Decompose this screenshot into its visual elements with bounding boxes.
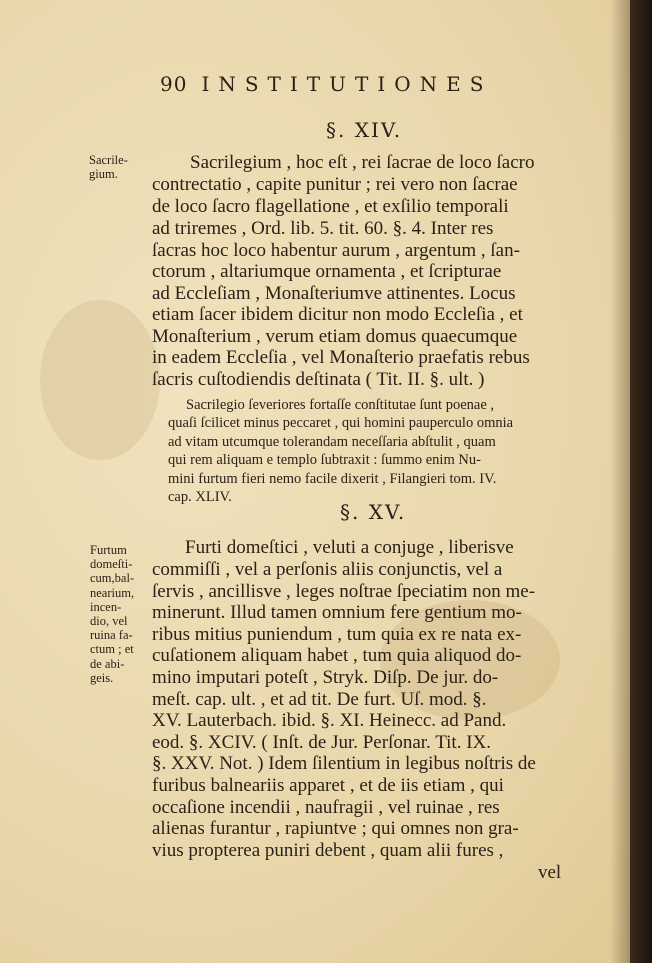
page-number: 90 bbox=[160, 72, 188, 96]
text-line: Sacrilegium , hoc eſt , rei ſacrae de loco ſacro bbox=[190, 152, 535, 173]
margin-note-line: dio, vel bbox=[90, 614, 128, 629]
note-line: quaſi ſcilicet minus peccaret , qui homini pauperculo omnia bbox=[168, 415, 514, 431]
text-line: ad Eccleſiam , Monaſteriumve attinentes. Locus bbox=[152, 283, 516, 304]
text-line: de loco ſacro flagellatione , et exſilio temporali bbox=[152, 196, 509, 217]
text-line: ad triremes , Ord. lib. 5. tit. 60. §. 4. Inter res bbox=[152, 218, 494, 239]
note-line: cap. XLIV. bbox=[168, 489, 232, 505]
text-line: in eadem Eccleſia , vel Monaſterio praefatis rebus bbox=[152, 347, 530, 368]
margin-note-sacrilegium bbox=[89, 153, 128, 181]
text-line: occaſione incendii , naufragii , vel ruinae , res bbox=[152, 797, 500, 818]
section-heading-xv: §. XV. bbox=[340, 500, 407, 524]
text-line: XV. Lauterbach. ibid. §. XI. Heinecc. ad Pand. bbox=[152, 710, 507, 731]
page-gutter-shadow bbox=[610, 0, 630, 963]
margin-note-line: ruina fa- bbox=[90, 628, 133, 643]
margin-note-line: geis. bbox=[90, 670, 114, 685]
running-header bbox=[160, 72, 492, 96]
next-page-edge bbox=[630, 0, 652, 963]
margin-note-furtum-domesticum bbox=[90, 543, 134, 685]
text-line: furibus balneariis apparet , et de iis etiam , qui bbox=[152, 775, 504, 796]
section-heading-xiv: §. XIV. bbox=[326, 118, 403, 142]
text-line: eod. §. XCIV. ( Inſt. de Jur. Perſonar. Tit. IX. bbox=[152, 732, 492, 753]
margin-note-line: incen- bbox=[90, 599, 122, 614]
margin-note-line: ctum ; et bbox=[90, 642, 134, 657]
margin-note-line: de abi- bbox=[90, 656, 125, 671]
catchword: vel bbox=[538, 862, 562, 883]
text-line: vius propterea puniri debent , quam alii fures , bbox=[152, 840, 504, 861]
text-line: cuſationem aliquam habet , tum quia aliquod do- bbox=[152, 645, 522, 666]
paper-stain bbox=[40, 300, 160, 460]
text-line: ſacris cuſtodiendis deſtinata ( Tit. II. §. ult. ) bbox=[152, 369, 485, 390]
text-line: ctorum , altariumque ornamenta , et ſcripturae bbox=[152, 261, 502, 282]
text-line: meſt. cap. ult. , et ad tit. De furt. Uſ. mod. §. bbox=[152, 689, 487, 710]
note-line: qui rem aliquam e templo ſubtraxit : ſummo enim Nu- bbox=[168, 452, 481, 468]
text-line: etiam ſacer ibidem dicitur non modo Eccleſia , et bbox=[152, 304, 523, 325]
text-line: ribus mitius puniendum , tum quia ex re nata ex- bbox=[152, 624, 522, 645]
text-line: mino imputari poteſt , Stryk. Diſp. De jur. do- bbox=[152, 667, 499, 688]
margin-note-line: domeſti- bbox=[90, 557, 133, 572]
text-line: ſacras hoc loco habentur aurum , argentum , ſan- bbox=[152, 240, 520, 261]
margin-note-line: nearium, bbox=[90, 585, 135, 600]
note-line: ad vitam utcumque tolerandam neceſſaria abſtulit , quam bbox=[168, 434, 496, 450]
margin-note-line: Sacrile- bbox=[89, 153, 128, 167]
text-line: Monaſterium , verum etiam domus quaecumque bbox=[152, 326, 518, 347]
text-line: ſervis , ancillisve , leges noſtrae ſpeciatim non me- bbox=[152, 581, 536, 602]
text-line: alienas furantur , rapiuntve ; qui omnes non gra- bbox=[152, 818, 519, 839]
text-line: minerunt. Illud tamen omnium fere gentium mo- bbox=[152, 602, 522, 623]
text-line: commiſſi , vel a perſonis aliis conjunctis, vel a bbox=[152, 559, 503, 580]
text-line: Furti domeſtici , veluti a conjuge , liberisve bbox=[185, 537, 514, 558]
running-title: INSTITUTIONES bbox=[201, 72, 493, 96]
text-line: §. XXV. Not. ) Idem ſilentium in legibus noſtris de bbox=[152, 753, 536, 774]
margin-note-line: gium. bbox=[89, 167, 118, 182]
note-line: Sacrilegio ſeveriores fortaſſe conſtitutae ſunt poenae , bbox=[186, 397, 495, 413]
margin-note-line: Furtum bbox=[90, 543, 127, 557]
text-line: contrectatio , capite punitur ; rei vero non ſacrae bbox=[152, 174, 518, 195]
margin-note-line: cum,bal- bbox=[90, 571, 135, 586]
note-line: mini furtum fieri nemo facile dixerit , Filangieri tom. IV. bbox=[168, 471, 497, 487]
